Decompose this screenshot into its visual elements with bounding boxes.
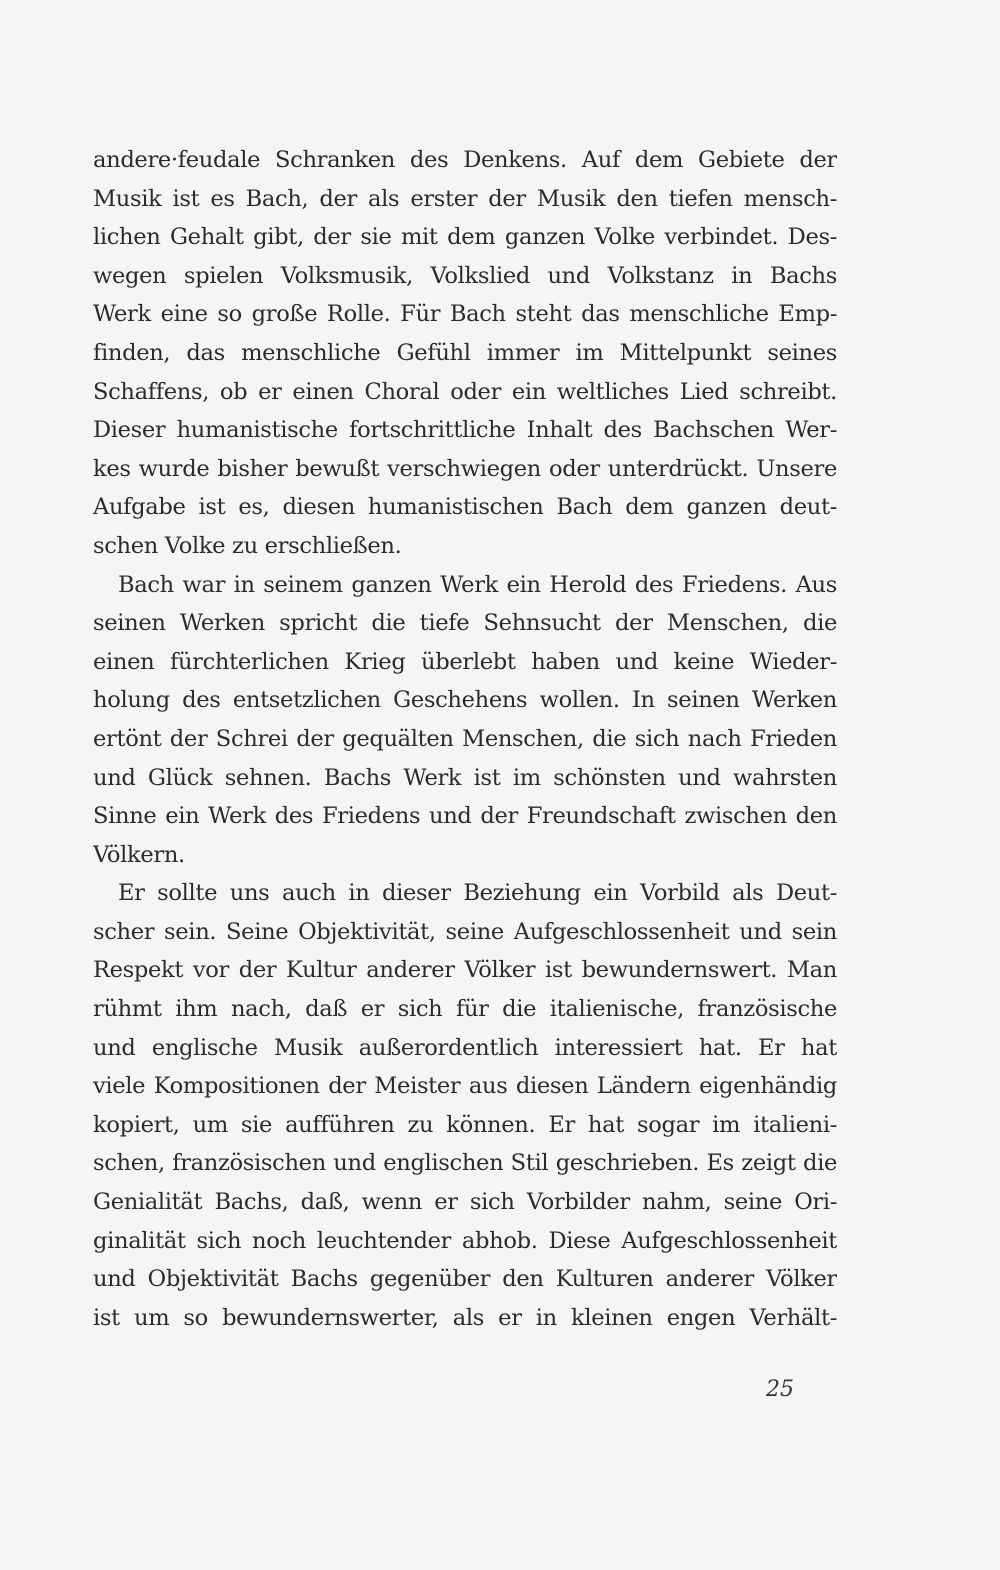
text-line: kes wurde bisher bewußt verschwiegen oder unterdrückt. Unsere	[93, 455, 837, 482]
text-line: kopiert, um sie aufführen zu können. Er hat sogar im italieni-	[93, 1111, 837, 1138]
text-line: Genialität Bachs, daß, wenn er sich Vorbilder nahm, seine Ori-	[93, 1189, 837, 1216]
text-line: und englische Musik außerordentlich interessiert hat. Er hat	[93, 1034, 837, 1061]
text-line: finden, das menschliche Gefühl immer im Mittelpunkt seines	[93, 339, 837, 366]
text-line: Bach war in seinem ganzen Werk ein Herold des Friedens. Aus	[118, 571, 837, 598]
text-line: ist um so bewundernswerter, als er in kleinen engen Verhält-	[93, 1304, 837, 1331]
text-line: Er sollte uns auch in dieser Beziehung ein Vorbild als Deut-	[118, 880, 837, 907]
page-number: 25	[766, 1377, 794, 1402]
text-line: schen Volke zu erschließen.	[93, 532, 402, 559]
text-line: einen fürchterlichen Krieg überlebt haben und keine Wieder-	[93, 648, 837, 675]
text-line: Respekt vor der Kultur anderer Völker ist bewundernswert. Man	[93, 957, 837, 984]
text-line: schen, französischen und englischen Stil geschrieben. Es zeigt die	[93, 1150, 837, 1177]
text-line: holung des entsetzlichen Geschehens wollen. In seinen Werken	[93, 687, 837, 714]
body-text	[93, 141, 837, 1337]
text-line: Völkern.	[93, 841, 185, 868]
text-line: Schaffens, ob er einen Choral oder ein weltliches Lied schreibt.	[93, 378, 837, 405]
text-line: scher sein. Seine Objektivität, seine Aufgeschlossenheit und sein	[93, 918, 837, 945]
text-line: wegen spielen Volksmusik, Volkslied und Volkstanz in Bachs	[93, 262, 837, 289]
text-line: Dieser humanistische fortschrittliche Inhalt des Bachschen Wer-	[93, 417, 837, 444]
text-line: lichen Gehalt gibt, der sie mit dem ganzen Volke verbindet. Des-	[93, 224, 837, 251]
text-line: ginalität sich noch leuchtender abhob. Diese Aufgeschlossenheit	[93, 1227, 837, 1254]
text-line: rühmt ihm nach, daß er sich für die italienische, französische	[93, 996, 837, 1023]
text-line: Aufgabe ist es, diesen humanistischen Bach dem ganzen deut-	[93, 494, 837, 521]
text-line: und Objektivität Bachs gegenüber den Kulturen anderer Völker	[93, 1266, 837, 1293]
text-line: Sinne ein Werk des Friedens und der Freundschaft zwischen den	[93, 803, 837, 830]
text-line: seinen Werken spricht die tiefe Sehnsucht der Menschen, die	[93, 610, 837, 637]
text-line: Werk eine so große Rolle. Für Bach steht das menschliche Emp-	[93, 301, 837, 328]
text-line: andere·feudale Schranken des Denkens. Auf dem Gebiete der	[93, 147, 837, 173]
text-line: Musik ist es Bach, der als erster der Musik den tiefen mensch-	[93, 185, 837, 212]
text-line: und Glück sehnen. Bachs Werk ist im schönsten und wahrsten	[93, 764, 837, 791]
text-line: viele Kompositionen der Meister aus diesen Ländern eigenhändig	[93, 1073, 837, 1100]
text-line: ertönt der Schrei der gequälten Menschen, die sich nach Frieden	[93, 725, 837, 752]
